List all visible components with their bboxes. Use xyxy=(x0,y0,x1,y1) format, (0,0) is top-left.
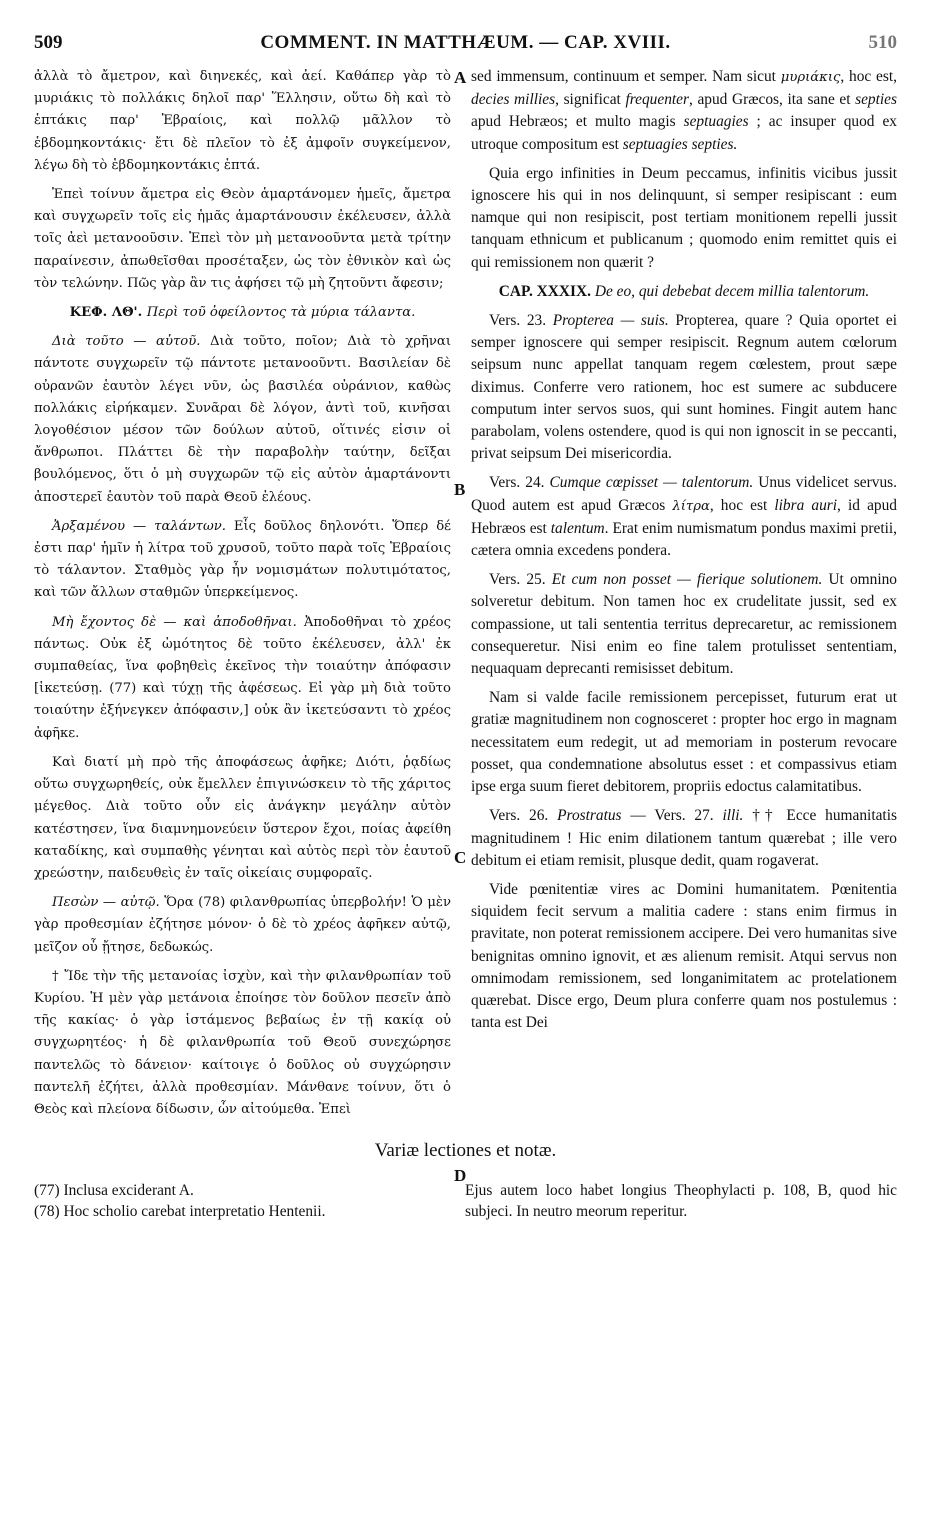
running-title: COMMENT. IN MATTHÆUM. — CAP. XVIII. xyxy=(260,32,671,53)
greek-column xyxy=(34,66,457,1128)
greek-lemma: Ἀρξαμένου — ταλάντων. xyxy=(52,518,226,534)
greek-paragraph xyxy=(34,892,451,959)
verse-ref: Vers. 24. xyxy=(489,474,545,492)
latin-text: ; ac insuper quod ex utroque compositum est xyxy=(471,113,897,153)
greek-paragraph: ἀλλὰ τὸ ἄμετρον, καὶ διηνεκές, καὶ ἀεί. Καθάπερ γὰρ τὸ μυριάκις τὸ πολλάκις δηλοῖ παρ' Ἕλλησιν, οὕτω δὴ καὶ τὸ ἑπτάκις παρ' Ἑβραίοις, καὶ πολλῷ μᾶλλον τὸ ἑβδομηκοντάκις· ἔτι δὲ πλεῖον τὸ ἐξ ἀμφοῖν συγκείμενον, λέγω δὴ τὸ ἑβδομηκοντάκις ἑπτά. xyxy=(34,69,451,173)
greek-paragraph xyxy=(34,612,451,745)
latin-italic: libra auri xyxy=(774,496,838,514)
latin-lemma: Propterea — suis. xyxy=(552,312,669,330)
footnote-78: (78) Hoc scholio carebat interpretatio Hentenii. xyxy=(34,1203,326,1221)
latin-text: , hoc est xyxy=(709,496,775,514)
footnotes xyxy=(34,1180,897,1222)
latin-italic: decies millies xyxy=(471,91,556,109)
margin-letter-b: B xyxy=(454,480,466,499)
latin-text: . Erat enim numismatum pondus maximi pretii, cætera omnia excedens pondera. xyxy=(471,519,897,560)
greek-paragraph: Ἐπεὶ τοίνυν ἄμετρα εἰς Θεὸν ἁμαρτάνομεν ἡμεῖς, ἄμετρα καὶ συγχωρεῖν τοῖς εἰς ἡμᾶς ἁμαρτάνουσιν ἐκέλευσεν, ἀλλὰ τοῖς ἀεὶ μετανοοῦσιν. Ἐπεὶ τὸν μὴ μετανοοῦντα μετὰ τρίτην παραίνεσιν, ἀπωθεῖσθαι προσέταξεν, ὡς τὸν ἐθνικὸν καὶ ὡς τὸν τελώνην. Πῶς γὰρ ἂν τις ἀφήσει τῷ μὴ ζητοῦντι ἄφεσιν; xyxy=(34,187,451,291)
latin-paragraph: Vide pœnitentiæ vires ac Domini humanitatem. Pœnitentia siquidem fecit servum a malitia cadere : stans enim firmus in pravitate, non poterat remissionem accipere. Dei vero humanitas sive benignitas omnino ignovit, et æs alienum remisit. Atqui servus non omnimodam remissionem, sed longanimitatem ac protelationem quærebat. Disce ergo, Deum plura conferre quam nos postulemus : tanta est Dei xyxy=(471,880,897,1032)
latin-text: Unus videlicet servus. Quod autem est apud Græcos xyxy=(471,474,897,514)
page-number-left: 509 xyxy=(34,32,63,53)
latin-text: , apud Græcos, ita sane et xyxy=(689,91,856,109)
latin-chapter-label: CAP. XXXIX. xyxy=(498,282,591,300)
greek-word: μυριάκις xyxy=(780,70,841,85)
greek-text: Διὰ τοῦτο, ποῖον; Διὰ τὸ χρῆναι πάντοτε συγχωρεῖν τῷ πάντοτε μετανοοῦντι. Βασιλείαν δὲ οὐρανῶν ἑαυτὸν λέγει νῦν, ὡς βασιλέα οὐράνιον, καθὼς πολλάκις εἰρήκαμεν. Συνᾶραι δὲ λόγον, ἀντὶ τοῦ, κινῆσαι λογοθέσιον μέσον τῶν δούλων αὐτοῦ, οἵτινές εἰσιν οἱ ἄνθρωποι. Πλάττει δὲ τὴν παραβολὴν ταύτην, δεῖξαι βουλόμενος, ὅτι ὁ μὴ συγχωρῶν τῷ εἰς αὐτὸν ἁμαρτάνοντι ἀποστερεῖ ἑαυτὸν τοῦ παρὰ Θεοῦ ἐλέους. xyxy=(34,334,451,505)
verse-ref: Vers. 25. xyxy=(489,571,546,589)
greek-paragraph xyxy=(34,331,451,509)
latin-text: , id apud Hebræos est xyxy=(471,496,897,537)
latin-text: — Vers. 27. xyxy=(621,807,723,825)
greek-paragraph xyxy=(34,516,451,605)
greek-chapter-heading xyxy=(34,302,451,324)
latin-text: Propterea, quare ? Quia oportet ei semper ignoscere qui semper resipiscit. Regnum autem cœlorum seipsum nunc appellat tanquam regem cœlestem, prout sæpe diximus. Conferre vero rationem, hoc est sumere ac subducere computum inter servos suos, qui sunt homines. Fingit autem hanc parabolam, volens ostendere, quod is qui non ignoscit in se peccanti, privat seipsum Dei misericordia. xyxy=(471,312,897,463)
footnotes-left xyxy=(34,1180,465,1222)
greek-paragraph: Καὶ διατί μὴ πρὸ τῆς ἀποφάσεως ἀφῆκε; Διότι, ῥᾳδίως οὕτω συγχωρηθείς, οὐκ ἔμελλεν ἐπιγινώσκειν τὸ τῆς χάριτος μέγεθος. Διὰ τοῦτο οὖν εἰς ἀνάγκην μεγάλην αὐτὸν κατέστησεν, ἵνα διαμνημονεύειν ὕστερον ἔχοι, ποίας ἀφείθη καταδίκης, καὶ συμπαθὴς γένηται καὶ αὐτὸς περὶ τὸν ἑαυτοῦ χρεώστην, παιδευθεὶς ἐν ταῖς οἰκείαις συμφοραῖς. xyxy=(34,754,451,881)
greek-lemma: Μὴ ἔχοντος δὲ — καὶ ἀποδοθῆναι. xyxy=(52,614,297,630)
latin-chapter-heading xyxy=(471,281,897,303)
greek-word: λίτρα xyxy=(672,498,710,514)
verse-ref: Vers. 23. xyxy=(489,312,547,330)
latin-paragraph xyxy=(471,472,897,562)
latin-chapter-title: De eo, qui debebat decem millia talentorum. xyxy=(594,282,870,300)
footnote-77: (77) Inclusa exciderant A. xyxy=(34,1182,194,1200)
latin-lemma: Et cum non posset — fierique solutionem. xyxy=(551,571,823,589)
latin-text: , significat xyxy=(555,91,626,109)
page-number-right: 510 xyxy=(868,32,897,53)
page-header xyxy=(34,22,897,66)
greek-text: Ὅρα (78) φιλανθρωπίας ὑπερβολήν! Ὁ μὲν γὰρ προθεσμίαν ἐζήτησε μόνον· ὁ δὲ τὸ χρέος ἀφῆκεν αὐτῷ, μεῖζον οὗ ᾔτησε, δεδωκώς. xyxy=(34,895,451,955)
latin-italic: septuagies septies. xyxy=(622,135,738,153)
latin-text: †† Ecce humanitatis magnitudinem ! Hic enim dilationem tantum quærebat ; ille vero debitum ei etiam remisit, plusque dedit, quam rogaverat. xyxy=(471,807,897,869)
notes-heading: Variæ lectiones et notæ. xyxy=(374,1140,557,1162)
margin-letter-c: C xyxy=(454,848,467,867)
greek-chapter-label: ΚΕΦ. ΛΘ'. xyxy=(69,305,143,321)
latin-italic: frequenter xyxy=(625,91,689,109)
greek-lemma: Διὰ τοῦτο — αὐτοῦ. xyxy=(52,334,201,350)
latin-column xyxy=(457,66,897,1128)
latin-paragraph: Nam si valde facile remissionem percepisset, futurum erat ut gratiæ magnitudinem non cognosceret : propter hoc ergo in magnam necessitatem eum redegit, ut ad memoriam in posterum revocare posset, qua condemnatione absolutus esset : et compassivus etiam ipse erga suum fieret debitorem, propriis edoctus calamitatibus. xyxy=(471,689,897,796)
latin-italic: septies xyxy=(855,91,897,109)
latin-italic: septuagies xyxy=(683,113,749,131)
latin-text: apud Hebræos; et multo magis xyxy=(471,113,684,131)
latin-paragraph xyxy=(471,569,897,680)
greek-text: Ἀποδοθῆναι τὸ χρέος πάντως. Οὐκ ἐξ ὠμότητος δὲ τοῦτο ἐκέλευσεν, ἀλλ' ἐκ συμπαθείας, ἵνα φοβηθεὶς ἐκεῖνος τὴν τοιαύτην ἀπόφασιν [ἱκετεύσῃ. (77) καὶ τύχῃ τῆς ἀφέσεως. Εἰ γὰρ μὴ διὰ τοῦτο τοιαύτην ἐξήνεγκεν ἀπόφασιν,] οὐκ ἂν ἱκετεύσαντι τὸ χρέος ἀφῆκε. xyxy=(34,614,452,741)
latin-paragraph xyxy=(471,310,897,465)
latin-text: , hoc est, xyxy=(840,68,897,85)
latin-text: Ut omnino solveretur debitum. Non tamen hoc ex crudelitate jussit, sed ex compassione, ut tali sententia territus deprecaretur, ac remissionem consequeretur. Nisi enim eo fine talem protulisset sententiam, nequaquam deprecanti remisisset debitum. xyxy=(471,571,897,678)
greek-lemma: Πεσὼν — αὐτῷ. xyxy=(52,895,160,911)
margin-letter-a: A xyxy=(454,68,467,87)
latin-text: sed immensum, continuum et semper. Nam sicut xyxy=(471,68,781,85)
greek-chapter-title: Περὶ τοῦ ὀφείλοντος τὰ μύρια τάλαντα. xyxy=(146,305,416,321)
footnote-continuation: Ejus autem loco habet longius Theophylacti p. 108, B, quod hic subjeci. In neutro meorum reperitur. xyxy=(465,1182,897,1221)
verse-ref: Vers. 26. xyxy=(489,807,549,825)
latin-lemma: illi. xyxy=(722,807,744,825)
greek-text: Εἷς δοῦλος δηλονότι. Ὅπερ δέ ἐστι παρ' ἡμῖν ἡ λίτρα τοῦ χρυσοῦ, τοῦτο παρὰ τοῖς Ἑβραίοις τὸ τάλαντον. Σταθμὸς γὰρ ἦν νομισμάτων πολυτιμότατος, καὶ τῶν ἄλλων σταθμῶν ὑπερκείμενος. xyxy=(34,518,451,601)
latin-lemma: Prostratus xyxy=(557,807,622,825)
latin-lemma: Cumque cœpisset — talentorum. xyxy=(549,474,754,492)
latin-paragraph: Quia ergo infinities in Deum peccamus, infinitis vicibus jussit ignoscere his qui in nos delinquunt, si semper resipiscant : eum namque qui non resipiscit, post tertiam monitionem repelli jussit tanquam ethnicum et publicanum ; quomodo enim remittet quis ei qui remissionem non quærit ? xyxy=(471,164,897,271)
latin-paragraph xyxy=(471,805,897,872)
greek-paragraph: † Ἴδε τὴν τῆς μετανοίας ἰσχὺν, καὶ τὴν φιλανθρωπίαν τοῦ Κυρίου. Ἡ μὲν γὰρ μετάνοια ἐποίησε τὸν δοῦλον πεσεῖν ἀπὸ τῆς κακίας· ὁ γὰρ ἱστάμενος βεβαίως ἐν τῇ κακίᾳ οὐ συγχωρητέος· ἡ δὲ φιλανθρωπία τοῦ Θεοῦ συνεχώρησε παντελῶς τὸ δάνειον· καίτοιγε ὁ δοῦλος οὐ συγχώρησιν παντελῆ ἐζήτει, ἀλλὰ προθεσμίαν. Μάνθανε τοίνυν, ὅτι ὁ Θεὸς καὶ πλείονα δίδωσιν, ὧν αἰτούμεθα. Ἐπεὶ xyxy=(34,968,451,1117)
latin-italic: talentum xyxy=(550,519,605,537)
margin-letter-d: D xyxy=(454,1166,467,1185)
latin-paragraph xyxy=(471,66,897,156)
